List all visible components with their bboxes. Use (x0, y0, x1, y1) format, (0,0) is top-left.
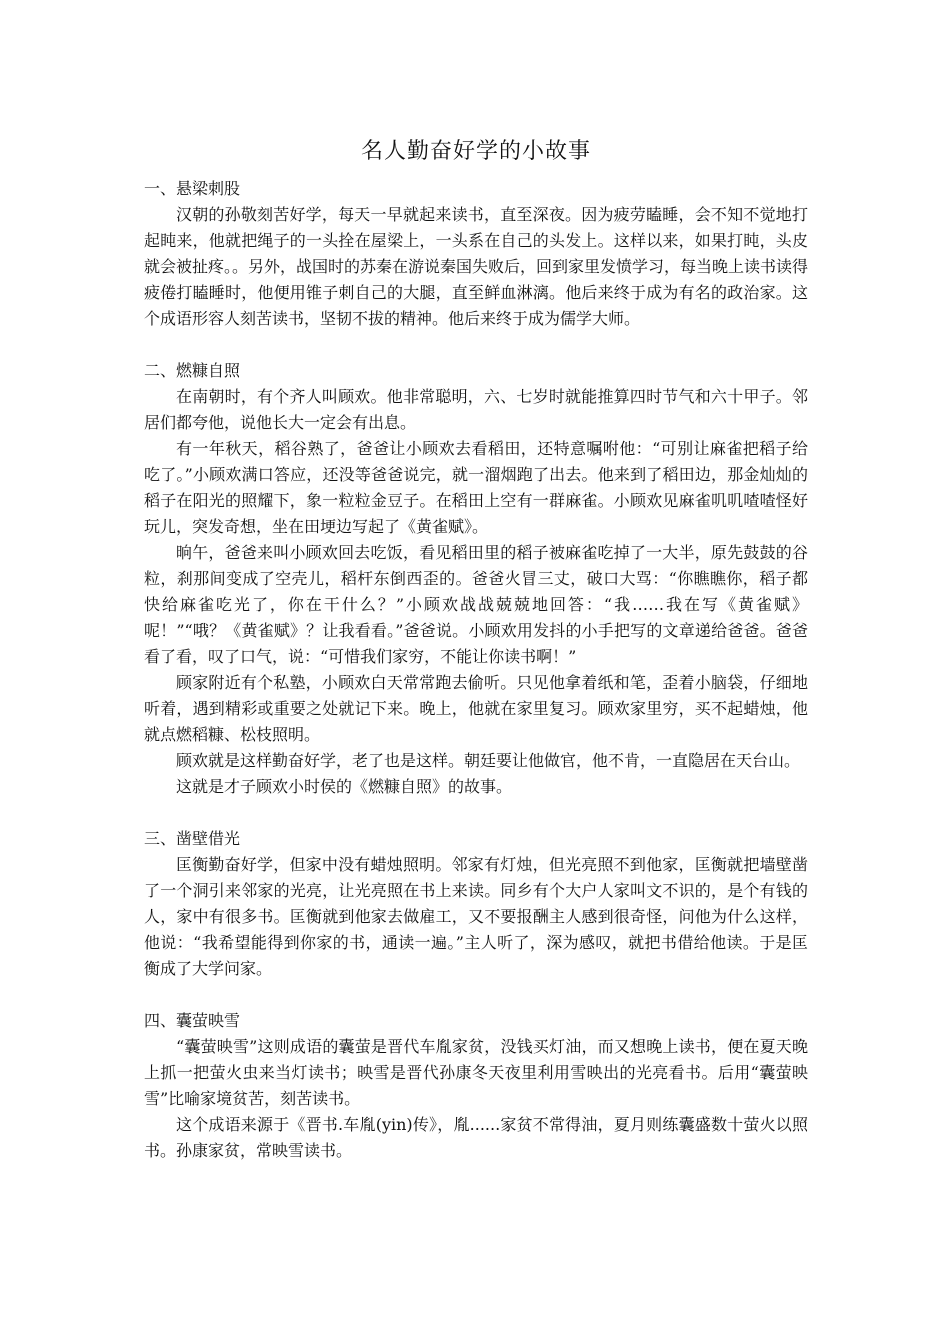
section-zaobi-jieguang (144, 826, 808, 982)
paragraph: 汉朝的孙敬刻苦好学，每天一早就起来读书，直至深夜。因为疲劳瞌睡，会不知不觉地打起盹来，他就把绳子的一头拴在屋梁上，一头系在自己的头发上。这样以来，如果打盹，头皮就会被扯疼。。另外，战国时的苏秦在游说秦国失败后，回到家里发愤学习，每当晚上读书读得疲倦打瞌睡时，他便用锥子刺自己的大腿，直至鲜血淋漓。他后来终于成为有名的政治家。这个成语形容人刻苦读书，坚韧不拔的精神。他后来终于成为儒学大师。 (144, 205, 809, 328)
section-heading: 三、凿壁借光 (144, 829, 241, 848)
paragraph: 这个成语来源于《晋书.车胤(yin)传》，胤......家贫不常得油，夏月则练囊盛数十萤火以照书。孙康家贫，常映雪读书。 (144, 1115, 808, 1160)
section-heading: 二、燃糠自照 (144, 361, 241, 380)
paragraph: 晌午，爸爸来叫小顾欢回去吃饭，看见稻田里的稻子被麻雀吃掉了一大半，原先鼓鼓的谷粒，刹那间变成了空壳儿，稻杆东倒西歪的。爸爸火冒三丈，破口大骂：“你瞧瞧你，稻子都快给麻雀吃光了，你在干什么？”小顾欢战战兢兢地回答：“我……我在写《黄雀赋》呢！”“哦？《黄雀赋》？让我看看。”爸爸说。小顾欢用发抖的小手把写的文章递给爸爸。爸爸看了看，叹了口气，说：“可惜我们家穷，不能让你读书啊！” (144, 543, 808, 666)
paragraph: 顾家附近有个私塾，小顾欢白天常常跑去偷听。只见他拿着纸和笔，歪着小脑袋，仔细地听着，遇到精彩或重要之处就记下来。晚上，他就在家里复习。顾欢家里穷，买不起蜡烛，他就点燃稻糠、松枝照明。 (144, 673, 808, 744)
paragraph: 在南朝时，有个齐人叫顾欢。他非常聪明，六、七岁时就能推算四时节气和六十甲子。邻居们都夸他，说他长大一定会有出息。 (144, 387, 808, 432)
paragraph: 这就是才子顾欢小时侯的《燃糠自照》的故事。 (176, 777, 513, 796)
paragraph: “囊萤映雪”这则成语的囊萤是晋代车胤家贫，没钱买灯油，而又想晚上读书，便在夏天晚上抓一把萤火虫来当灯读书；映雪是晋代孙康冬天夜里利用雪映出的光亮看书。后用“囊萤映雪”比喻家境贫苦，刻苦读书。 (144, 1037, 808, 1108)
document-title: 名人勤奋好学的小故事 (360, 139, 591, 164)
paragraph: 匡衡勤奋好学，但家中没有蜡烛照明。邻家有灯烛，但光亮照不到他家，匡衡就把墙壁凿了一个洞引来邻家的光亮，让光亮照在书上来读。同乡有个大户人家叫文不识的，是个有钱的人，家中有很多书。匡衡就到他家去做雇工，又不要报酬主人感到很奇怪，问他为什么这样，他说：“我希望能得到你家的书，通读一遍。”主人听了，深为感叹，就把书借给他读。于是匡衡成了大学问家。 (144, 855, 808, 978)
section-rankang-zizhao (144, 358, 808, 800)
section-xuanliang-cigu (144, 176, 808, 332)
section-heading: 四、囊萤映雪 (144, 1011, 241, 1030)
paragraph: 有一年秋天，稻谷熟了，爸爸让小顾欢去看稻田，还特意嘱咐他：“可别让麻雀把稻子给吃了。”小顾欢满口答应，还没等爸爸说完，就一溜烟跑了出去。他来到了稻田边，那金灿灿的稻子在阳光的照耀下，象一粒粒金豆子。在稻田上空有一群麻雀。小顾欢见麻雀叽叽喳喳怪好玩儿，突发奇想，坐在田埂边写起了《黄雀赋》。 (144, 439, 808, 536)
section-nangying-yingxue (144, 1008, 808, 1164)
paragraph: 顾欢就是这样勤奋好学，老了也是这样。朝廷要让他做官，他不肯，一直隐居在天台山。 (176, 751, 801, 770)
document-page (144, 0, 808, 1164)
section-heading: 一、悬梁刺股 (144, 179, 241, 198)
